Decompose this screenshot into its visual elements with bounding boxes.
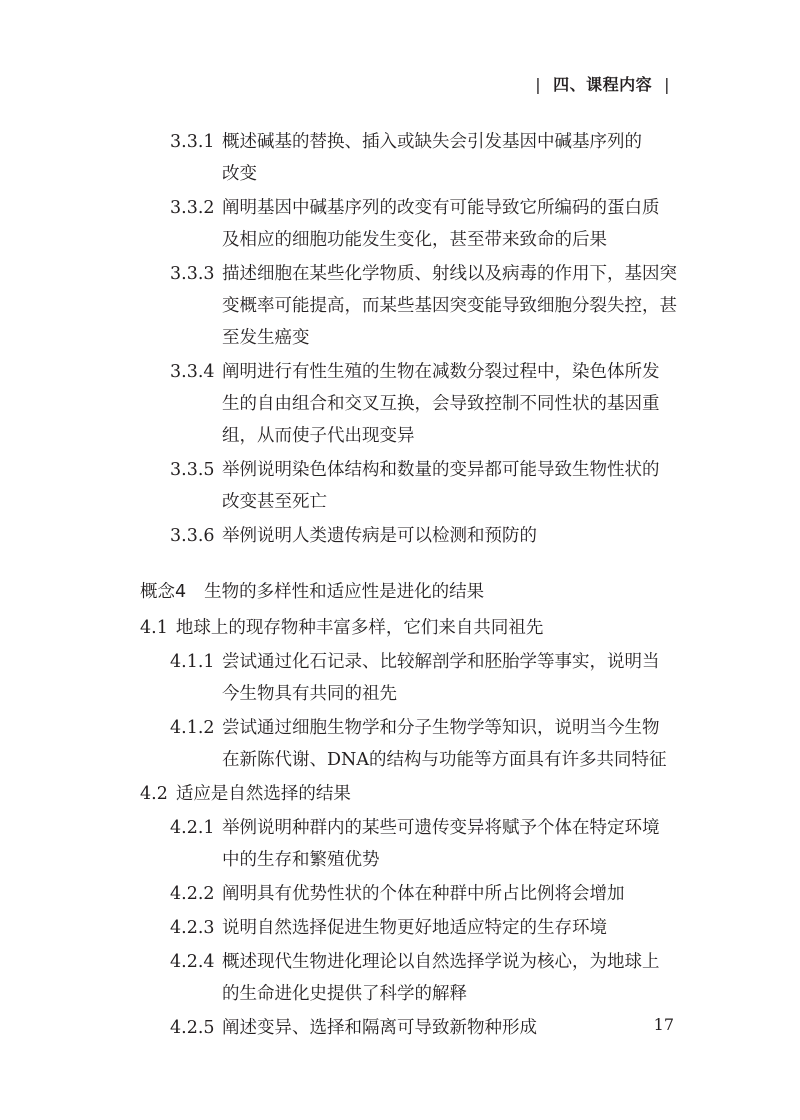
item-3-3-4 [0, 356, 800, 452]
section-title: 地球上的现存物种丰富多样，它们来自共同祖先 [175, 618, 544, 638]
item-number: 4.2.3 [170, 918, 215, 938]
item-line: 描述细胞在某些化学物质、射线以及病毒的作用下，基因突 [222, 264, 677, 284]
item-number: 3.3.1 [170, 132, 215, 152]
item-line: 至发生癌变 [222, 328, 310, 348]
section-heading-4-2 [0, 778, 800, 810]
item-line: 阐明基因中碱基序列的改变有可能导致它所编码的蛋白质 [222, 198, 660, 218]
item-number: 3.3.2 [170, 198, 215, 218]
item-line: 举例说明染色体结构和数量的变异都可能导致生物性状的 [222, 460, 660, 480]
item-line: 改变 [222, 164, 257, 184]
section-title: 适应是自然选择的结果 [175, 784, 351, 804]
item-line: 尝试通过化石记录、比较解剖学和胚胎学等事实，说明当 [222, 652, 660, 672]
item-number: 3.3.5 [170, 460, 215, 480]
item-line: 在新陈代谢、DNA的结构与功能等方面具有许多共同特征 [222, 750, 667, 770]
item-line: 尝试通过细胞生物学和分子生物学等知识，说明当今生物 [222, 718, 660, 738]
running-header [523, 72, 682, 95]
item-3-3-6 [0, 520, 800, 552]
item-line: 概述碱基的替换、插入或缺失会引发基因中碱基序列的 [222, 132, 642, 152]
item-line: 变概率可能提高，而某些基因突变能导致细胞分裂失控，甚 [222, 296, 677, 316]
item-number: 3.3.4 [170, 362, 215, 382]
item-line: 阐述变异、选择和隔离可导致新物种形成 [222, 1018, 537, 1038]
header-title: 四、课程内容 [553, 75, 653, 94]
page-content [0, 126, 800, 1046]
concept-label: 概念4 [140, 582, 187, 602]
item-number: 4.1.1 [170, 652, 215, 672]
item-number: 4.1.2 [170, 718, 215, 738]
item-line: 中的生存和繁殖优势 [222, 850, 380, 870]
page-number: 17 [653, 1015, 674, 1034]
item-4-1-2 [0, 712, 800, 776]
item-line: 阐明进行有性生殖的生物在减数分裂过程中，染色体所发 [222, 362, 660, 382]
item-3-3-5 [0, 454, 800, 518]
item-4-2-2 [0, 878, 800, 910]
item-line: 说明自然选择促进生物更好地适应特定的生存环境 [222, 918, 607, 938]
item-line: 及相应的细胞功能发生变化，甚至带来致命的后果 [222, 230, 607, 250]
concept-title: 生物的多样性和适应性是进化的结果 [204, 582, 485, 602]
item-4-2-4 [0, 946, 800, 1010]
item-line: 组，从而使子代出现变异 [222, 426, 415, 446]
item-4-2-5 [0, 1012, 800, 1044]
item-line: 生的自由组合和交叉互换，会导致控制不同性状的基因重 [222, 394, 660, 414]
item-number: 4.2.4 [170, 952, 215, 972]
item-line: 今生物具有共同的祖先 [222, 684, 397, 704]
section-number: 4.1 [140, 618, 168, 638]
item-number: 4.2.5 [170, 1018, 215, 1038]
item-3-3-1 [0, 126, 800, 190]
item-4-2-3 [0, 912, 800, 944]
item-number: 4.2.2 [170, 884, 215, 904]
item-number: 4.2.1 [170, 818, 215, 838]
item-line: 阐明具有优势性状的个体在种群中所占比例将会增加 [222, 884, 625, 904]
section-heading-4-1 [0, 612, 800, 644]
item-number: 3.3.3 [170, 264, 215, 284]
item-line: 改变甚至死亡 [222, 492, 327, 512]
item-3-3-3 [0, 258, 800, 354]
item-4-1-1 [0, 646, 800, 710]
header-left-bar: | [535, 75, 542, 94]
item-4-2-1 [0, 812, 800, 876]
item-number: 3.3.6 [170, 526, 215, 546]
item-line: 举例说明人类遗传病是可以检测和预防的 [222, 526, 537, 546]
concept-heading [0, 576, 800, 608]
header-right-bar: | [664, 75, 670, 94]
item-line: 概述现代生物进化理论以自然选择学说为核心，为地球上 [222, 952, 660, 972]
section-number: 4.2 [140, 784, 168, 804]
item-line: 的生命进化史提供了科学的解释 [222, 984, 467, 1004]
item-line: 举例说明种群内的某些可遗传变异将赋予个体在特定环境 [222, 818, 660, 838]
item-3-3-2 [0, 192, 800, 256]
